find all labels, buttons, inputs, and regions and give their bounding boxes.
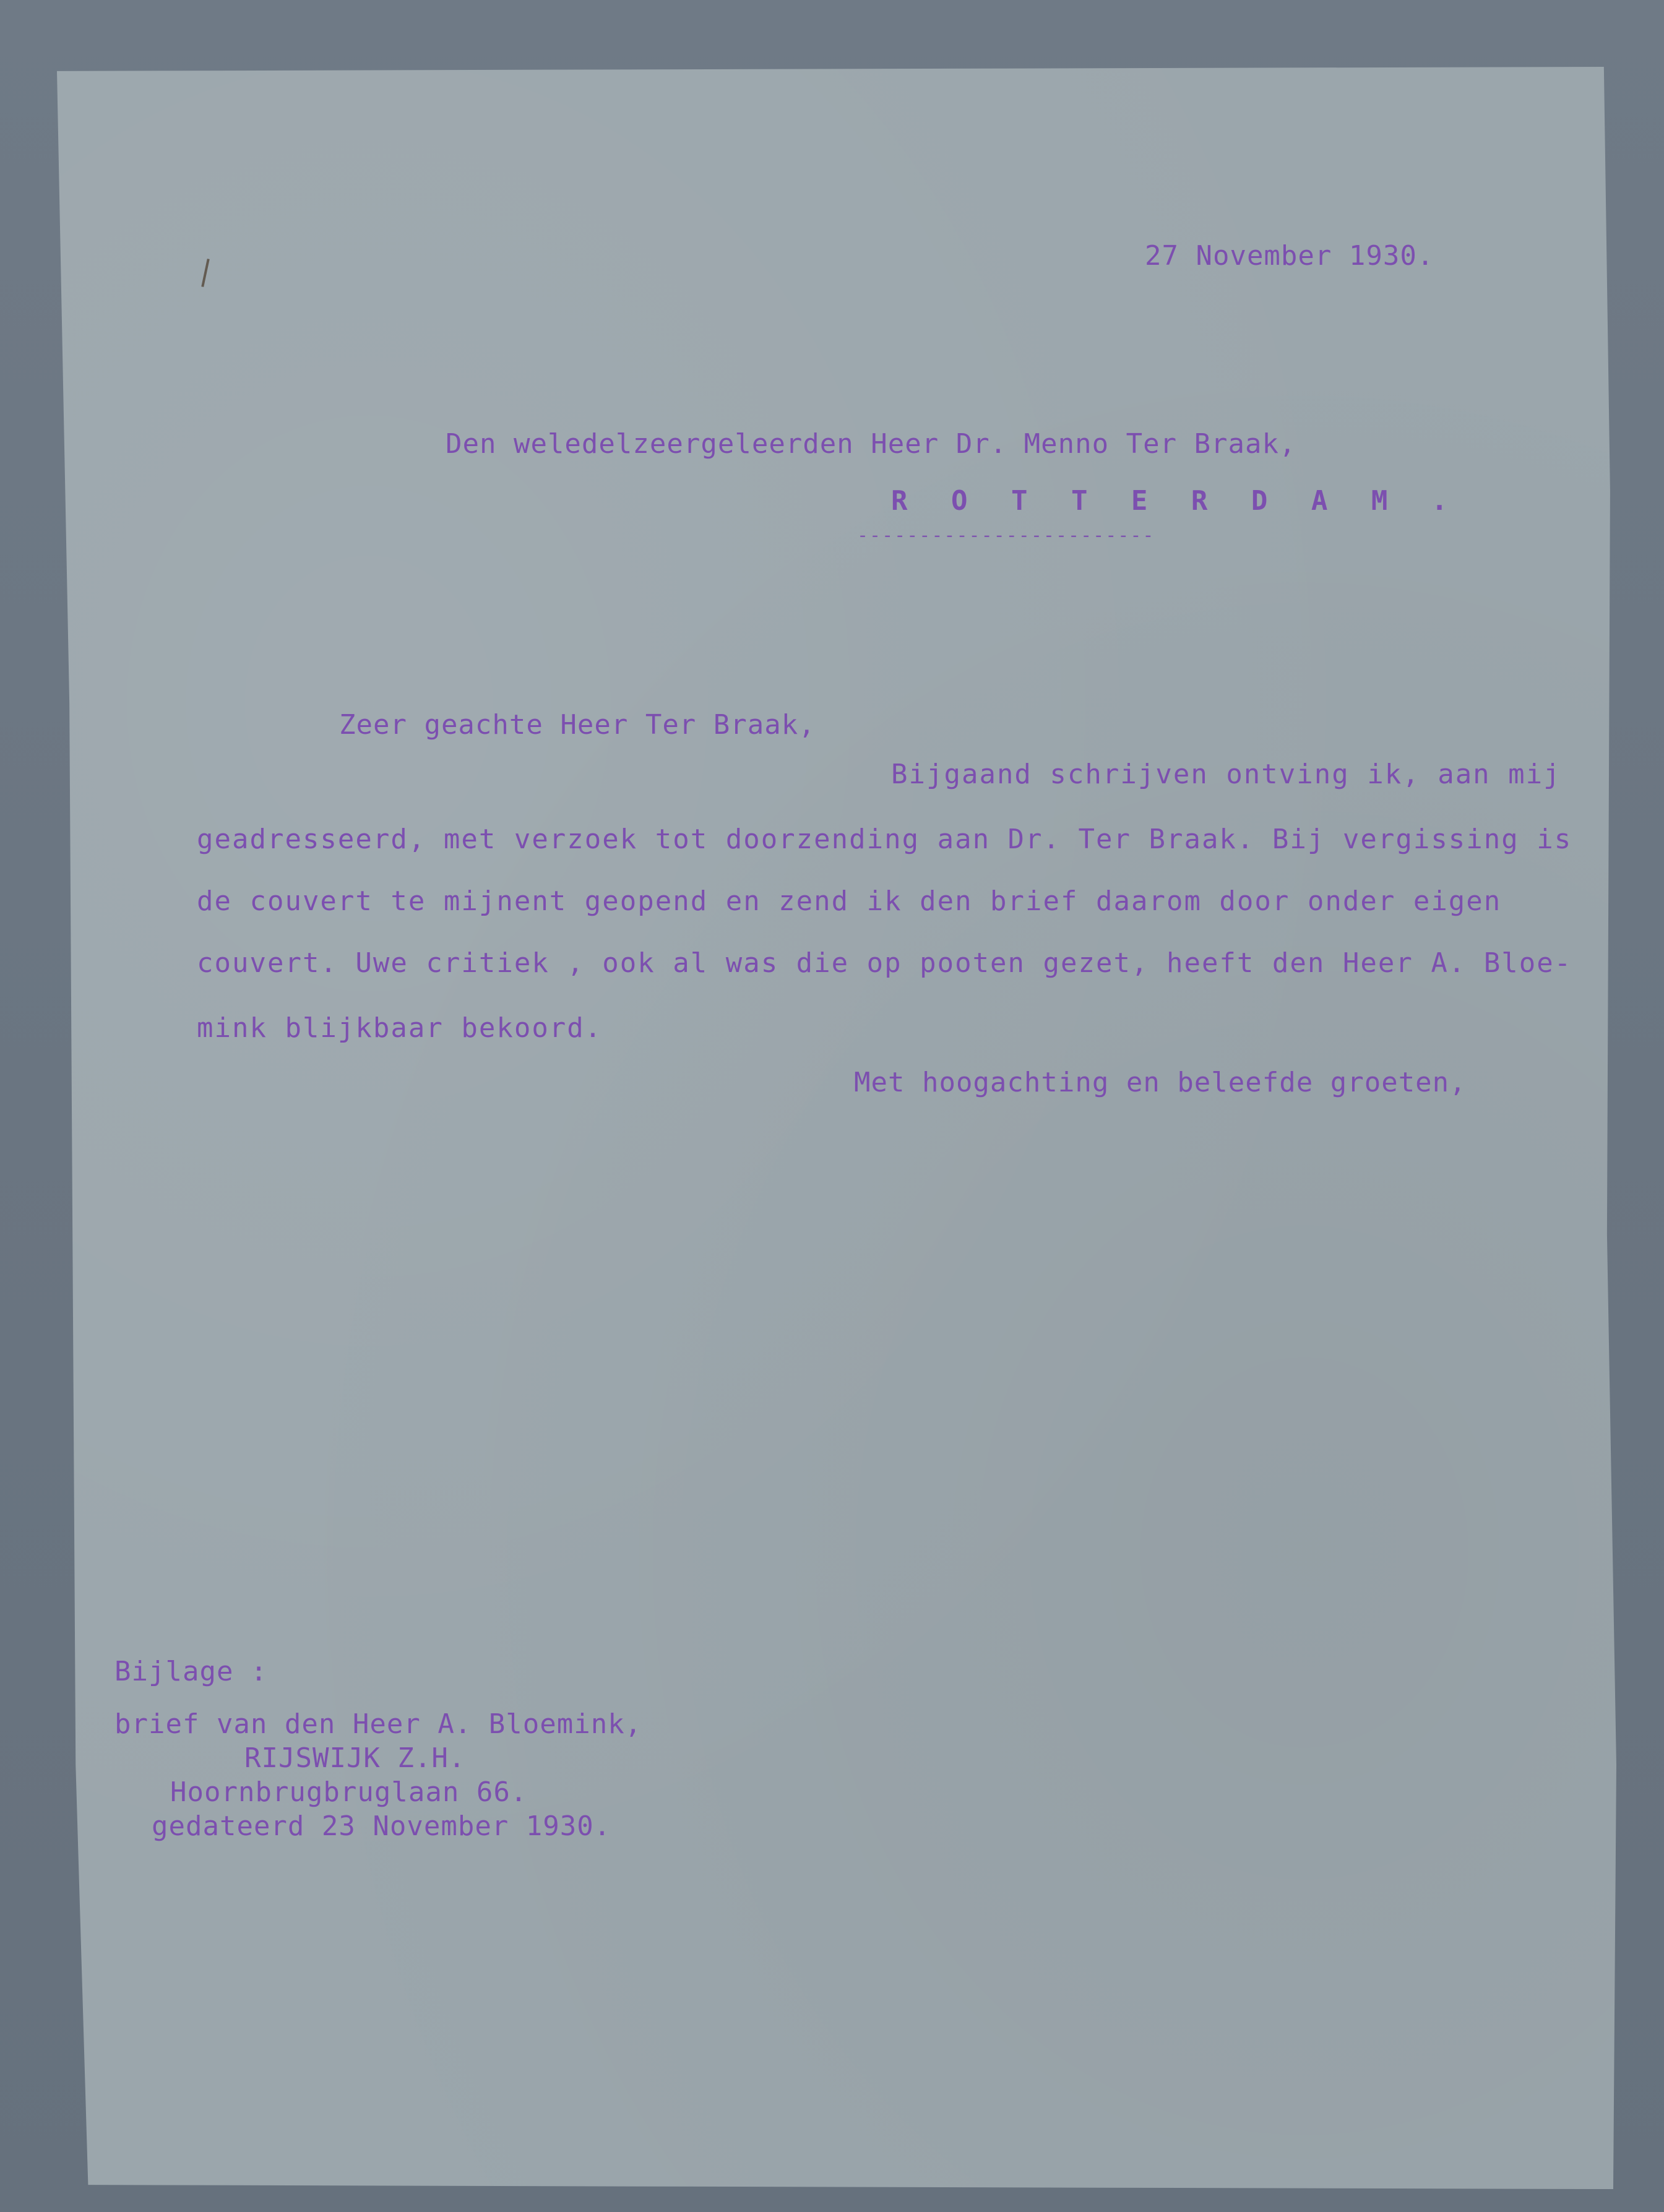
letter-date: 27 November 1930.	[1145, 240, 1434, 272]
body-line: geadresseerd, met verzoek tot doorzending aan Dr. Ter Braak. Bij vergissing is	[197, 824, 1572, 855]
body-line: de couvert te mijnent geopend en zend ik den brief daarom door onder eigen	[197, 885, 1502, 917]
body-line: Bijgaand schrijven ontving ik, aan mij	[891, 759, 1561, 790]
recipient-line: Den weledelzeergeleerden Heer Dr. Menno Ter Braak,	[446, 428, 1296, 460]
enclosure-line: gedateerd 23 November 1930.	[152, 1810, 611, 1842]
enclosure-line: brief van den Heer A. Bloemink,	[114, 1708, 642, 1740]
salutation: Zeer geachte Heer Ter Braak,	[339, 709, 816, 741]
enclosure-line: RIJSWIJK Z.H.	[244, 1742, 466, 1774]
enclosure-line: Hoornbrugbruglaan 66.	[170, 1776, 528, 1808]
recipient-city: R O T T E R D A M .	[891, 485, 1462, 517]
closing: Met hoogachting en beleefde groeten,	[854, 1067, 1467, 1098]
city-underline: ------------------------	[857, 525, 1155, 546]
body-line: mink blijkbaar bekoord.	[197, 1012, 603, 1044]
enclosure-heading: Bijlage :	[114, 1656, 268, 1687]
letter-sheet	[57, 67, 1616, 2189]
body-line: couvert. Uwe critiek , ook al was die op pooten gezet, heeft den Heer A. Bloe-	[197, 947, 1572, 979]
